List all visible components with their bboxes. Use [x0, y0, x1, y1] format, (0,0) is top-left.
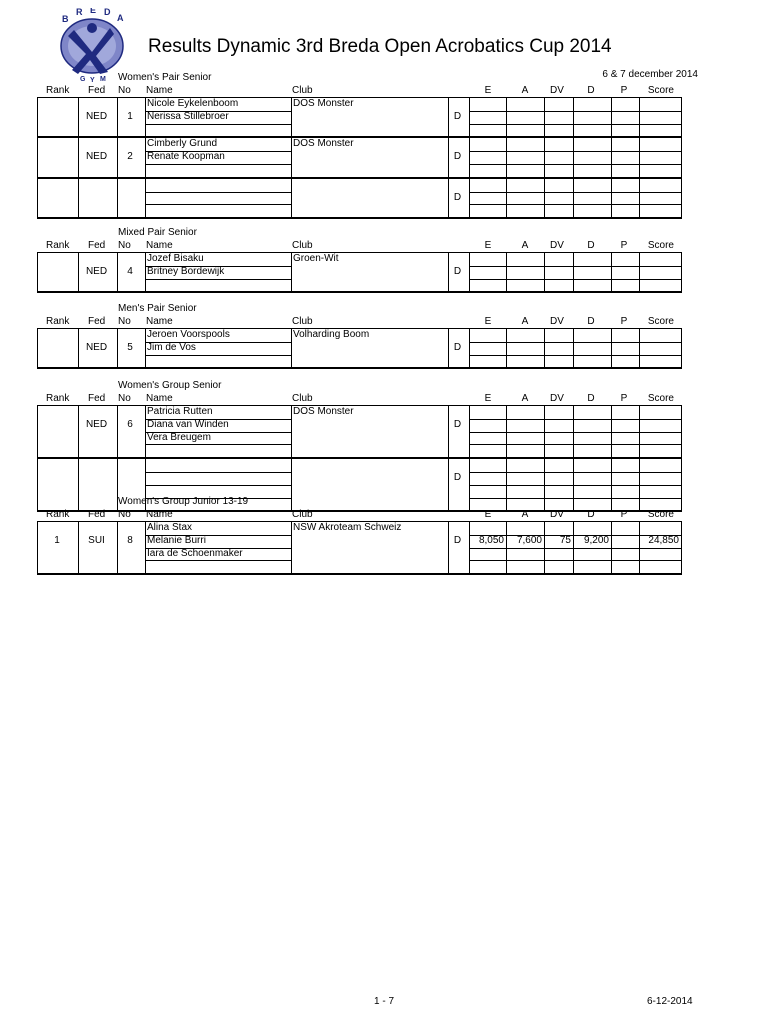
column-header-fed: Fed: [88, 393, 106, 404]
score-d: 9,200: [583, 534, 609, 546]
column-header-no: No: [118, 316, 131, 327]
dynamic-marker: D: [453, 265, 462, 277]
column-header-rank: Rank: [46, 85, 70, 96]
score-score: [639, 111, 679, 123]
rank-value: [38, 151, 76, 163]
name-row-divider: [145, 560, 291, 561]
athlete-name: Patricia Rutten: [147, 406, 213, 417]
score-dv: [544, 472, 571, 484]
column-header-score: Score: [647, 240, 674, 251]
column-header-e: E: [484, 509, 492, 520]
column-header-name: Name: [146, 240, 173, 251]
athlete-name: Britney Bordewijk: [147, 265, 225, 277]
dynamic-marker: D: [453, 534, 462, 546]
column-header-name: Name: [146, 393, 173, 404]
column-header-d: D: [587, 393, 595, 404]
athlete-name: Diana van Winden: [147, 418, 229, 430]
athlete-name: [147, 192, 289, 204]
column-header-name: Name: [146, 85, 173, 96]
column-header-d: D: [587, 240, 595, 251]
logo-letter: D: [104, 8, 111, 17]
score-a: [506, 266, 542, 278]
column-header-d: D: [587, 316, 595, 327]
table-row: [37, 328, 682, 369]
rank-value: [38, 419, 76, 431]
column-header-dv: DV: [550, 509, 564, 520]
column-divider: [291, 459, 292, 510]
column-header-p: P: [620, 316, 628, 327]
column-divider: [291, 329, 292, 367]
score-e: [469, 151, 504, 163]
column-header-p: P: [620, 85, 628, 96]
score-a: [506, 419, 542, 431]
athlete-name: Jim de Vos: [147, 341, 196, 353]
logo-letter: A: [117, 13, 124, 23]
name-row-divider: [145, 124, 291, 125]
entry-number: 8: [127, 534, 133, 546]
score-a: [506, 472, 542, 484]
column-divider: [291, 406, 292, 457]
column-header-no: No: [118, 85, 131, 96]
table-row: [37, 521, 682, 575]
logo-letter: B: [62, 14, 69, 24]
dynamic-marker: D: [453, 418, 462, 430]
score-score: [639, 472, 679, 484]
column-divider: [291, 138, 292, 176]
results-table: [37, 521, 682, 575]
athlete-name: Vera Breugem: [147, 431, 211, 443]
category-title: Women's Pair Senior: [118, 72, 212, 83]
column-header-rank: Rank: [46, 509, 70, 520]
federation-value: [78, 192, 115, 204]
category-title: Women's Group Senior: [118, 380, 222, 391]
name-row-divider: [145, 444, 291, 445]
score-row-divider: [469, 485, 681, 486]
rank-value: [38, 111, 76, 123]
score-row-divider: [469, 432, 681, 433]
score-row-divider: [469, 204, 681, 205]
column-divider: [145, 179, 146, 217]
score-row-divider: [469, 164, 681, 165]
column-divider: [448, 406, 449, 457]
column-header-no: No: [118, 393, 131, 404]
entry-number: 1: [127, 110, 133, 122]
score-e: [469, 266, 504, 278]
column-header-e: E: [484, 316, 492, 327]
logo-letter: Y: [90, 77, 95, 82]
score-d: [573, 472, 609, 484]
dynamic-marker: D: [453, 110, 462, 122]
column-divider: [291, 522, 292, 573]
column-header-score: Score: [647, 393, 674, 404]
score-score: [639, 151, 679, 163]
score-e: 8,050: [478, 534, 504, 546]
column-header-e: E: [484, 240, 492, 251]
score-dv: 75: [559, 534, 571, 546]
rank-value: [38, 472, 76, 484]
column-divider: [448, 522, 449, 573]
score-d: [573, 419, 609, 431]
club-name: DOS Monster: [293, 406, 354, 417]
category-title: Men's Pair Senior: [118, 303, 197, 314]
score-score: [639, 342, 679, 354]
column-divider: [145, 329, 146, 367]
score-e: [469, 419, 504, 431]
column-header-e: E: [484, 393, 492, 404]
score-p: [611, 151, 637, 163]
column-header-a: A: [521, 85, 529, 96]
score-p: [611, 192, 637, 204]
dynamic-marker: D: [453, 341, 462, 353]
score-row-divider: [469, 279, 681, 280]
column-header-rank: Rank: [46, 316, 70, 327]
club-name: NSW Akroteam Schweiz: [293, 522, 402, 533]
score-p: [611, 535, 637, 547]
column-header-club: Club: [292, 393, 313, 404]
column-divider: [291, 253, 292, 291]
score-d: [573, 151, 609, 163]
federation-value: SUI: [88, 534, 105, 546]
column-header-e: E: [484, 85, 492, 96]
athlete-name: [147, 472, 289, 484]
score-dv: [544, 192, 571, 204]
column-divider: [117, 522, 118, 573]
score-row-divider: [469, 444, 681, 445]
score-dv: [544, 266, 571, 278]
table-row: [37, 252, 682, 293]
score-d: [573, 111, 609, 123]
score-e: [469, 192, 504, 204]
column-header-name: Name: [146, 509, 173, 520]
score-dv: [544, 342, 571, 354]
score-d: [573, 342, 609, 354]
name-row-divider: [145, 355, 291, 356]
federation-value: NED: [85, 341, 108, 353]
score-a: 7,600: [516, 534, 542, 546]
rank-value: [38, 342, 76, 354]
score-d: [573, 192, 609, 204]
club-name: [293, 179, 446, 191]
score-row-divider: [469, 498, 681, 499]
athlete-name: Jozef Bisaku: [147, 253, 204, 264]
column-header-dv: DV: [550, 240, 564, 251]
column-divider: [78, 522, 79, 573]
score-a: [506, 192, 542, 204]
score-p: [611, 342, 637, 354]
athlete-name: Nicole Eykelenboom: [147, 98, 239, 109]
column-divider: [78, 406, 79, 457]
score-p: [611, 266, 637, 278]
athlete-name: Alina Stax: [147, 522, 193, 533]
print-date: 6-12-2014: [647, 996, 693, 1007]
column-header-club: Club: [292, 240, 313, 251]
dynamic-marker: D: [453, 191, 462, 203]
logo-letter: G: [80, 76, 86, 82]
table-row: [37, 405, 682, 459]
table-row: [37, 97, 682, 138]
score-e: [469, 472, 504, 484]
score-row-divider: [469, 560, 681, 561]
dynamic-marker: D: [453, 471, 462, 483]
entry-number: [117, 472, 143, 484]
score-score: 24,850: [648, 534, 679, 546]
rank-value: 1: [54, 534, 60, 546]
athlete-name: Nerissa Stillebroer: [147, 110, 229, 122]
score-p: [611, 111, 637, 123]
rank-value: [38, 192, 76, 204]
federation-value: NED: [85, 265, 108, 277]
column-header-score: Score: [647, 316, 674, 327]
table-row: [37, 179, 682, 219]
score-dv: [544, 419, 571, 431]
column-header-name: Name: [146, 316, 173, 327]
column-divider: [145, 138, 146, 176]
column-divider: [448, 459, 449, 510]
page-number: 1 - 7: [374, 996, 395, 1007]
athlete-name: [147, 179, 289, 191]
column-header-d: D: [587, 509, 595, 520]
score-score: [639, 266, 679, 278]
column-header-dv: DV: [550, 85, 564, 96]
dynamic-marker: D: [453, 151, 462, 163]
column-header-no: No: [118, 509, 131, 520]
logo-letter: R: [76, 8, 83, 17]
entry-number: [117, 192, 143, 204]
score-score: [639, 192, 679, 204]
score-score: [639, 419, 679, 431]
column-header-fed: Fed: [88, 509, 106, 520]
column-header-p: P: [620, 509, 628, 520]
column-header-dv: DV: [550, 393, 564, 404]
logo-letter: M: [100, 76, 106, 82]
column-header-p: P: [620, 393, 628, 404]
column-header-rank: Rank: [46, 393, 70, 404]
page-title: Results Dynamic 3rd Breda Open Acrobatics Cup 2014: [148, 36, 612, 57]
column-header-fed: Fed: [88, 240, 106, 251]
results-table: [37, 97, 682, 219]
score-p: [611, 419, 637, 431]
athlete-name: Cimberly Grund: [147, 138, 218, 150]
column-header-a: A: [521, 509, 529, 520]
score-dv: [544, 111, 571, 123]
column-divider: [145, 98, 146, 136]
column-header-rank: Rank: [46, 240, 70, 251]
federation-value: NED: [85, 418, 108, 430]
score-a: [506, 342, 542, 354]
score-e: [469, 342, 504, 354]
score-row-divider: [469, 124, 681, 125]
results-table: [37, 328, 682, 369]
event-date: 6 & 7 december 2014: [602, 69, 698, 80]
logo-letter: E: [90, 8, 97, 15]
score-p: [611, 472, 637, 484]
column-divider: [78, 459, 79, 510]
category-title: Women's Group Junior 13-19: [118, 496, 249, 507]
rank-value: [38, 266, 76, 278]
column-header-fed: Fed: [88, 316, 106, 327]
athlete-name: Jeroen Voorspools: [147, 329, 230, 340]
column-header-a: A: [521, 240, 529, 251]
federation-value: NED: [85, 151, 108, 163]
table-row: [37, 138, 682, 178]
column-header-dv: DV: [550, 316, 564, 327]
entry-number: 2: [127, 151, 133, 163]
club-name: DOS Monster: [293, 138, 354, 150]
column-header-club: Club: [292, 316, 313, 327]
column-header-club: Club: [292, 509, 313, 520]
entry-number: 5: [127, 341, 133, 353]
score-e: [469, 111, 504, 123]
athlete-name: [147, 485, 289, 497]
name-row-divider: [145, 204, 291, 205]
category-title: Mixed Pair Senior: [118, 227, 197, 238]
club-name: DOS Monster: [293, 98, 354, 109]
score-a: [506, 151, 542, 163]
entry-number: 4: [127, 265, 133, 277]
club-name: Groen-Wit: [293, 253, 339, 264]
results-table: [37, 252, 682, 293]
column-header-a: A: [521, 316, 529, 327]
column-header-score: Score: [647, 85, 674, 96]
column-header-score: Score: [647, 509, 674, 520]
score-dv: [544, 151, 571, 163]
score-a: [506, 111, 542, 123]
column-header-no: No: [118, 240, 131, 251]
column-header-fed: Fed: [88, 85, 106, 96]
breda-gym-logo: [52, 8, 136, 82]
column-header-club: Club: [292, 85, 313, 96]
column-divider: [291, 179, 292, 217]
club-name: [293, 459, 446, 471]
name-row-divider: [145, 279, 291, 280]
column-divider: [291, 98, 292, 136]
score-row-divider: [469, 355, 681, 356]
athlete-name: [147, 459, 289, 471]
column-divider: [145, 253, 146, 291]
club-name: Volharding Boom: [293, 329, 370, 340]
entry-number: 6: [127, 418, 133, 430]
column-divider: [117, 406, 118, 457]
score-d: [573, 266, 609, 278]
name-row-divider: [145, 164, 291, 165]
column-header-a: A: [521, 393, 529, 404]
athlete-name: Iara de Schoenmaker: [147, 547, 243, 559]
score-row-divider: [469, 548, 681, 549]
athlete-name: Renate Koopman: [147, 151, 225, 163]
federation-value: NED: [85, 110, 108, 122]
logo-emblem: [52, 8, 136, 82]
athlete-name: Melanie Burri: [147, 534, 206, 546]
column-header-p: P: [620, 240, 628, 251]
federation-value: [78, 472, 115, 484]
column-header-d: D: [587, 85, 595, 96]
